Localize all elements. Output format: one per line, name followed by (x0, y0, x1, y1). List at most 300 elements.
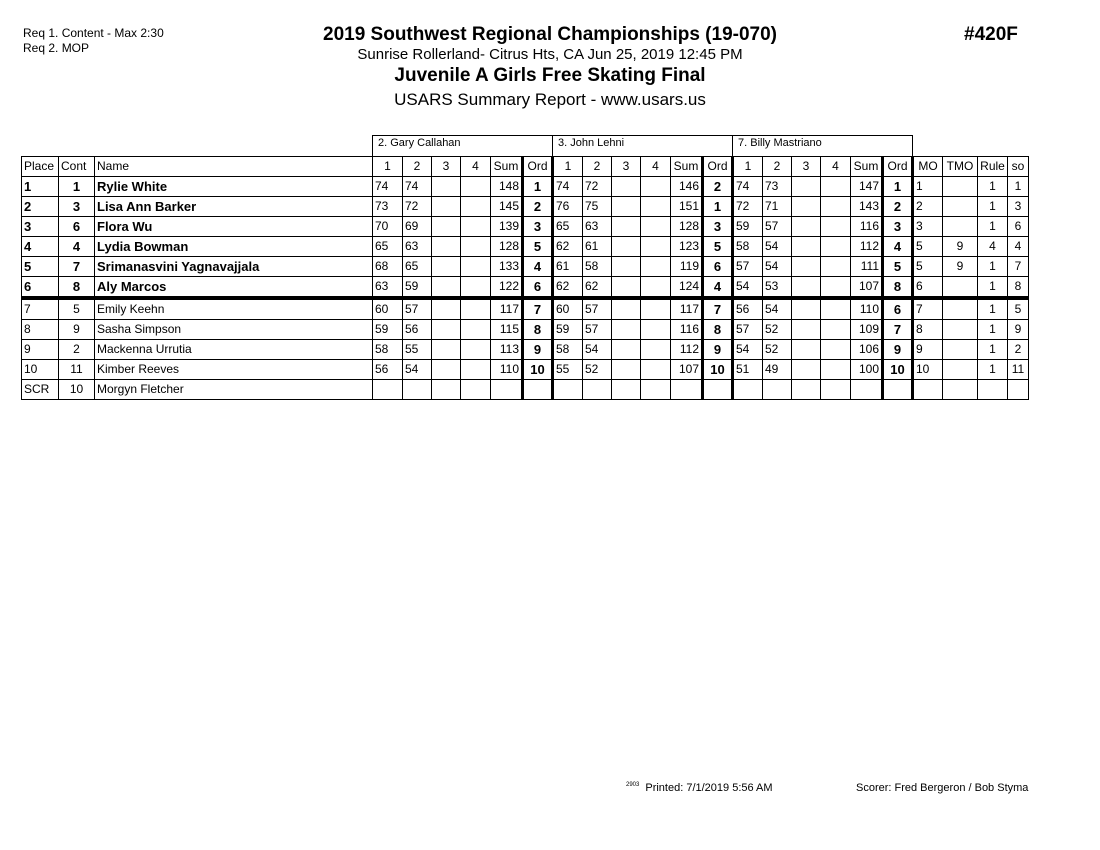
rule-cell: 1 (978, 177, 1008, 197)
skater-name-cell: Aly Marcos (95, 277, 373, 299)
judge-3-sum-cell: 112 (851, 237, 883, 257)
rule-cell: 1 (978, 257, 1008, 277)
place-cell: 6 (22, 277, 59, 299)
judge-2-sum-cell: 117 (671, 298, 703, 320)
name-header: Name (95, 157, 373, 177)
judge-3-score-cell (792, 298, 821, 320)
judge-3-ordinal-cell (883, 380, 913, 400)
contestant-number-cell: 10 (59, 380, 95, 400)
contestant-number-cell: 9 (59, 320, 95, 340)
place-cell: 10 (22, 360, 59, 380)
skater-name-cell: Kimber Reeves (95, 360, 373, 380)
judge-1-score-cell: 70 (373, 217, 403, 237)
judge-3-score-cell: 71 (763, 197, 792, 217)
tmo-cell (943, 360, 978, 380)
judge-3-ordinal-cell: 5 (883, 257, 913, 277)
table-row (22, 257, 1029, 277)
judge-2-sum-cell: 151 (671, 197, 703, 217)
contestant-number-cell: 4 (59, 237, 95, 257)
judge-1-sum-cell: 122 (491, 277, 523, 299)
judge-1-score-cell (461, 277, 491, 299)
skater-name-cell: Srimanasvini Yagnavajjala (95, 257, 373, 277)
place-cell: 4 (22, 237, 59, 257)
judge-3-score-cell: 49 (763, 360, 792, 380)
mo-cell: 10 (913, 360, 943, 380)
judge-1-score-cell (461, 217, 491, 237)
judge-1-score-cell (461, 320, 491, 340)
judge-2-score-cell (641, 340, 671, 360)
judge-3-score-cell (763, 380, 792, 400)
event-name: Juvenile A Girls Free Skating Final (394, 65, 706, 86)
judge-2-score-cell: 74 (553, 177, 583, 197)
judge-2-sum-cell: 146 (671, 177, 703, 197)
requirement-1: Req 1. Content - Max 2:30 (23, 26, 164, 40)
judge-header-2: 3. John Lehni (553, 136, 733, 157)
rule-cell: 1 (978, 340, 1008, 360)
judge-2-score-cell: 60 (553, 298, 583, 320)
so-cell: 5 (1008, 298, 1029, 320)
judge-1-score-cell: 68 (373, 257, 403, 277)
judge-1-col-header: 1 (373, 157, 403, 177)
judge-1-score-cell: 72 (403, 197, 432, 217)
judge-3-score-cell (821, 298, 851, 320)
rule-cell (978, 380, 1008, 400)
judge-2-score-cell (612, 298, 641, 320)
mo-cell: 2 (913, 197, 943, 217)
judge-1-score-cell: 65 (373, 237, 403, 257)
requirement-2: Req 2. MOP (23, 41, 90, 55)
judge-3-score-cell (792, 237, 821, 257)
judge-3-score-cell: 57 (733, 257, 763, 277)
judge-3-score-cell (821, 217, 851, 237)
judge-1-ordinal-cell: 7 (523, 298, 553, 320)
judge-2-score-cell (641, 277, 671, 299)
table-row (22, 237, 1029, 257)
so-cell: 2 (1008, 340, 1029, 360)
judge-3-ordinal-cell: 7 (883, 320, 913, 340)
judge-3-ordinal-cell: 8 (883, 277, 913, 299)
judge-2-ordinal-cell: 10 (703, 360, 733, 380)
judge-3-col-header: 4 (821, 157, 851, 177)
judge-2-ordinal-cell: 8 (703, 320, 733, 340)
judge-3-ordinal-cell: 9 (883, 340, 913, 360)
judge-2-score-cell (612, 217, 641, 237)
judge-3-sum-cell: 100 (851, 360, 883, 380)
judge-3-sum-cell: 107 (851, 277, 883, 299)
judge-2-score-cell (641, 380, 671, 400)
judge-1-score-cell: 60 (373, 298, 403, 320)
skater-name-cell: Morgyn Fletcher (95, 380, 373, 400)
judge-2-score-cell (641, 257, 671, 277)
mo-cell: 5 (913, 257, 943, 277)
judge-1-score-cell: 74 (373, 177, 403, 197)
so-cell: 8 (1008, 277, 1029, 299)
judge-2-ordinal-cell: 1 (703, 197, 733, 217)
rule-header: Rule (978, 157, 1008, 177)
judge-3-score-cell (792, 217, 821, 237)
so-cell: 6 (1008, 217, 1029, 237)
place-cell: 5 (22, 257, 59, 277)
judge-2-score-cell (612, 177, 641, 197)
tmo-cell (943, 197, 978, 217)
judge-1-ordinal-cell: 4 (523, 257, 553, 277)
judge-1-score-cell (461, 257, 491, 277)
judge-2-score-cell (641, 217, 671, 237)
judge-1-score-cell: 73 (373, 197, 403, 217)
judge-3-col-header: 1 (733, 157, 763, 177)
judge-2-score-cell: 57 (583, 298, 612, 320)
judge-1-score-cell: 69 (403, 217, 432, 237)
judge-3-sum-cell: 116 (851, 217, 883, 237)
judge-2-sum-cell (671, 380, 703, 400)
judge-2-sum-cell: 107 (671, 360, 703, 380)
table-row (22, 298, 1029, 320)
place-cell: 7 (22, 298, 59, 320)
judge-1-sum-cell: 117 (491, 298, 523, 320)
judge-2-score-cell (641, 320, 671, 340)
judge-1-col-header: 4 (461, 157, 491, 177)
judge-2-score-cell: 65 (553, 217, 583, 237)
place-header: Place (22, 157, 59, 177)
judge-3-col-header: Sum (851, 157, 883, 177)
judge-3-score-cell: 54 (763, 298, 792, 320)
judge-2-score-cell: 61 (583, 237, 612, 257)
mo-cell: 6 (913, 277, 943, 299)
so-header: so (1008, 157, 1029, 177)
rule-cell: 1 (978, 197, 1008, 217)
judge-1-score-cell: 55 (403, 340, 432, 360)
mo-cell: 8 (913, 320, 943, 340)
judge-1-score-cell: 57 (403, 298, 432, 320)
judge-2-score-cell (612, 197, 641, 217)
judge-2-score-cell (553, 380, 583, 400)
tmo-cell: 9 (943, 257, 978, 277)
judge-1-ordinal-cell (523, 380, 553, 400)
table-row (22, 217, 1029, 237)
tmo-cell (943, 320, 978, 340)
judge-1-score-cell (432, 237, 461, 257)
judge-1-sum-cell (491, 380, 523, 400)
judge-1-score-cell: 59 (373, 320, 403, 340)
judge-3-score-cell: 74 (733, 177, 763, 197)
rule-cell: 1 (978, 360, 1008, 380)
tmo-cell (943, 177, 978, 197)
judge-3-score-cell (792, 380, 821, 400)
judge-header-1: 2. Gary Callahan (373, 136, 553, 157)
tmo-cell (943, 277, 978, 299)
contestant-number-cell: 5 (59, 298, 95, 320)
judge-1-score-cell (432, 320, 461, 340)
judge-3-sum-cell (851, 380, 883, 400)
judge-2-ordinal-cell (703, 380, 733, 400)
judge-2-sum-cell: 119 (671, 257, 703, 277)
judge-3-score-cell: 73 (763, 177, 792, 197)
judge-2-score-cell (612, 380, 641, 400)
rule-cell: 4 (978, 237, 1008, 257)
mo-cell: 9 (913, 340, 943, 360)
event-location: Sunrise Rollerland- Citrus Hts, CA Jun 25, 2019 12:45 PM (357, 46, 743, 63)
judge-1-ordinal-cell: 5 (523, 237, 553, 257)
judge-2-score-cell (641, 237, 671, 257)
table-row (22, 277, 1029, 299)
mo-cell: 5 (913, 237, 943, 257)
place-cell: 3 (22, 217, 59, 237)
rule-cell: 1 (978, 217, 1008, 237)
rule-cell: 1 (978, 298, 1008, 320)
cont-header: Cont (59, 157, 95, 177)
judge-1-score-cell: 56 (403, 320, 432, 340)
event-number: #420F (964, 24, 1018, 45)
judge-2-score-cell: 75 (583, 197, 612, 217)
judge-3-score-cell (821, 277, 851, 299)
judge-1-ordinal-cell: 2 (523, 197, 553, 217)
scorer-line: Scorer: Fred Bergeron / Bob Styma (856, 782, 1029, 794)
judge-1-sum-cell: 115 (491, 320, 523, 340)
judge-1-score-cell (432, 277, 461, 299)
judge-2-score-cell: 62 (583, 277, 612, 299)
judge-1-score-cell (403, 380, 432, 400)
judge-2-ordinal-cell: 3 (703, 217, 733, 237)
judge-1-score-cell: 58 (373, 340, 403, 360)
table-row (22, 380, 1029, 400)
judge-2-score-cell (612, 340, 641, 360)
judge-3-score-cell: 57 (763, 217, 792, 237)
judge-2-score-cell (641, 197, 671, 217)
judge-2-ordinal-cell: 4 (703, 277, 733, 299)
judge-2-score-cell (583, 380, 612, 400)
judge-3-score-cell (792, 320, 821, 340)
judge-2-score-cell: 61 (553, 257, 583, 277)
so-cell: 4 (1008, 237, 1029, 257)
judge-2-ordinal-cell: 9 (703, 340, 733, 360)
judge-2-score-cell: 57 (583, 320, 612, 340)
judge-3-score-cell (821, 320, 851, 340)
judge-3-score-cell: 54 (763, 257, 792, 277)
contestant-number-cell: 2 (59, 340, 95, 360)
judge-1-col-header: Sum (491, 157, 523, 177)
judge-3-score-cell: 54 (733, 340, 763, 360)
judge-2-col-header: 4 (641, 157, 671, 177)
judge-1-score-cell: 63 (403, 237, 432, 257)
judge-2-sum-cell: 112 (671, 340, 703, 360)
judge-3-score-cell (792, 360, 821, 380)
judge-2-col-header: 2 (583, 157, 612, 177)
judge-1-score-cell (432, 177, 461, 197)
judge-2-score-cell: 76 (553, 197, 583, 217)
report-code: 2903 (626, 782, 640, 788)
so-cell (1008, 380, 1029, 400)
judge-2-ordinal-cell: 6 (703, 257, 733, 277)
judge-3-ordinal-cell: 3 (883, 217, 913, 237)
skater-name-cell: Lydia Bowman (95, 237, 373, 257)
judge-3-score-cell: 53 (763, 277, 792, 299)
contestant-number-cell: 8 (59, 277, 95, 299)
table-row (22, 340, 1029, 360)
contestant-number-cell: 1 (59, 177, 95, 197)
table-row (22, 360, 1029, 380)
judge-2-score-cell (612, 360, 641, 380)
judge-2-ordinal-cell: 5 (703, 237, 733, 257)
judge-1-score-cell (432, 197, 461, 217)
judge-1-sum-cell: 145 (491, 197, 523, 217)
contestant-number-cell: 11 (59, 360, 95, 380)
judge-1-score-cell (461, 360, 491, 380)
judge-1-sum-cell: 133 (491, 257, 523, 277)
event-title: 2019 Southwest Regional Championships (19-070) (323, 24, 777, 45)
skater-name-cell: Sasha Simpson (95, 320, 373, 340)
printed-line (626, 782, 773, 794)
rule-cell: 1 (978, 320, 1008, 340)
judge-1-score-cell (432, 217, 461, 237)
judge-header-3: 7. Billy Mastriano (733, 136, 913, 157)
judge-1-score-cell: 63 (373, 277, 403, 299)
judge-1-ordinal-cell: 10 (523, 360, 553, 380)
tmo-header: TMO (943, 157, 978, 177)
judge-3-score-cell (821, 380, 851, 400)
place-cell: SCR (22, 380, 59, 400)
judge-1-score-cell (461, 177, 491, 197)
judge-3-score-cell (792, 340, 821, 360)
place-cell: 2 (22, 197, 59, 217)
judge-2-score-cell (641, 360, 671, 380)
judge-3-score-cell: 52 (763, 320, 792, 340)
judge-1-sum-cell: 110 (491, 360, 523, 380)
judge-3-score-cell (821, 360, 851, 380)
judge-3-score-cell (821, 257, 851, 277)
judge-2-score-cell: 58 (583, 257, 612, 277)
judge-1-ordinal-cell: 9 (523, 340, 553, 360)
skater-name-cell: Flora Wu (95, 217, 373, 237)
judge-3-ordinal-cell: 2 (883, 197, 913, 217)
judge-3-score-cell: 54 (733, 277, 763, 299)
judge-3-sum-cell: 111 (851, 257, 883, 277)
judge-1-score-cell (432, 360, 461, 380)
judge-3-col-header: Ord (883, 157, 913, 177)
judge-3-sum-cell: 147 (851, 177, 883, 197)
judge-2-score-cell: 62 (553, 237, 583, 257)
judge-1-score-cell (461, 298, 491, 320)
judge-3-col-header: 2 (763, 157, 792, 177)
judge-2-col-header: Sum (671, 157, 703, 177)
judge-1-sum-cell: 148 (491, 177, 523, 197)
judge-1-score-cell (432, 340, 461, 360)
judge-1-score-cell (432, 380, 461, 400)
judge-3-score-cell: 57 (733, 320, 763, 340)
rule-cell: 1 (978, 277, 1008, 299)
judge-1-score-cell (373, 380, 403, 400)
judge-2-score-cell: 72 (583, 177, 612, 197)
table-row (22, 177, 1029, 197)
so-cell: 11 (1008, 360, 1029, 380)
judge-1-score-cell (432, 298, 461, 320)
place-cell: 1 (22, 177, 59, 197)
judge-3-score-cell: 59 (733, 217, 763, 237)
mo-cell (913, 380, 943, 400)
judge-1-score-cell (461, 380, 491, 400)
judge-2-score-cell: 52 (583, 360, 612, 380)
judge-1-score-cell (461, 197, 491, 217)
judge-1-score-cell (432, 257, 461, 277)
judge-1-sum-cell: 128 (491, 237, 523, 257)
judge-1-sum-cell: 113 (491, 340, 523, 360)
judge-3-sum-cell: 106 (851, 340, 883, 360)
so-cell: 9 (1008, 320, 1029, 340)
judge-2-score-cell (641, 298, 671, 320)
mo-cell: 7 (913, 298, 943, 320)
judge-2-score-cell (612, 277, 641, 299)
judge-1-score-cell (461, 340, 491, 360)
judge-3-score-cell (821, 237, 851, 257)
judge-1-col-header: Ord (523, 157, 553, 177)
table-row (22, 197, 1029, 217)
judge-3-ordinal-cell: 4 (883, 237, 913, 257)
judge-2-score-cell: 58 (553, 340, 583, 360)
tmo-cell (943, 217, 978, 237)
judge-3-score-cell (821, 197, 851, 217)
judge-3-col-header: 3 (792, 157, 821, 177)
judge-3-sum-cell: 109 (851, 320, 883, 340)
judge-3-score-cell: 56 (733, 298, 763, 320)
judge-2-sum-cell: 124 (671, 277, 703, 299)
so-cell: 3 (1008, 197, 1029, 217)
judge-3-score-cell (792, 197, 821, 217)
so-cell: 7 (1008, 257, 1029, 277)
judge-3-sum-cell: 110 (851, 298, 883, 320)
contestant-number-cell: 3 (59, 197, 95, 217)
judge-1-score-cell: 54 (403, 360, 432, 380)
judge-3-score-cell (792, 177, 821, 197)
judge-1-col-header: 2 (403, 157, 432, 177)
judge-1-col-header: 3 (432, 157, 461, 177)
judge-3-score-cell: 58 (733, 237, 763, 257)
printed-timestamp: Printed: 7/1/2019 5:56 AM (645, 782, 773, 794)
judge-1-ordinal-cell: 8 (523, 320, 553, 340)
tmo-cell (943, 380, 978, 400)
judge-2-score-cell: 62 (553, 277, 583, 299)
tmo-cell: 9 (943, 237, 978, 257)
judge-2-sum-cell: 116 (671, 320, 703, 340)
judge-1-sum-cell: 139 (491, 217, 523, 237)
judge-3-sum-cell: 143 (851, 197, 883, 217)
judge-2-col-header: 3 (612, 157, 641, 177)
judge-2-col-header: 1 (553, 157, 583, 177)
judge-3-score-cell: 52 (763, 340, 792, 360)
judge-3-score-cell (821, 340, 851, 360)
tmo-cell (943, 340, 978, 360)
table-row (22, 320, 1029, 340)
judge-1-ordinal-cell: 6 (523, 277, 553, 299)
mo-cell: 3 (913, 217, 943, 237)
mo-header: MO (913, 157, 943, 177)
so-cell: 1 (1008, 177, 1029, 197)
judge-3-ordinal-cell: 6 (883, 298, 913, 320)
judge-1-ordinal-cell: 1 (523, 177, 553, 197)
judge-3-ordinal-cell: 10 (883, 360, 913, 380)
judge-3-ordinal-cell: 1 (883, 177, 913, 197)
judge-3-score-cell (821, 177, 851, 197)
mo-cell: 1 (913, 177, 943, 197)
skater-name-cell: Emily Keehn (95, 298, 373, 320)
skater-name-cell: Rylie White (95, 177, 373, 197)
judge-1-score-cell (461, 237, 491, 257)
judge-2-score-cell: 63 (583, 217, 612, 237)
judge-3-score-cell (792, 257, 821, 277)
judge-2-score-cell (612, 320, 641, 340)
judge-3-score-cell: 72 (733, 197, 763, 217)
judge-2-ordinal-cell: 2 (703, 177, 733, 197)
judge-1-score-cell: 65 (403, 257, 432, 277)
judge-2-score-cell (641, 177, 671, 197)
